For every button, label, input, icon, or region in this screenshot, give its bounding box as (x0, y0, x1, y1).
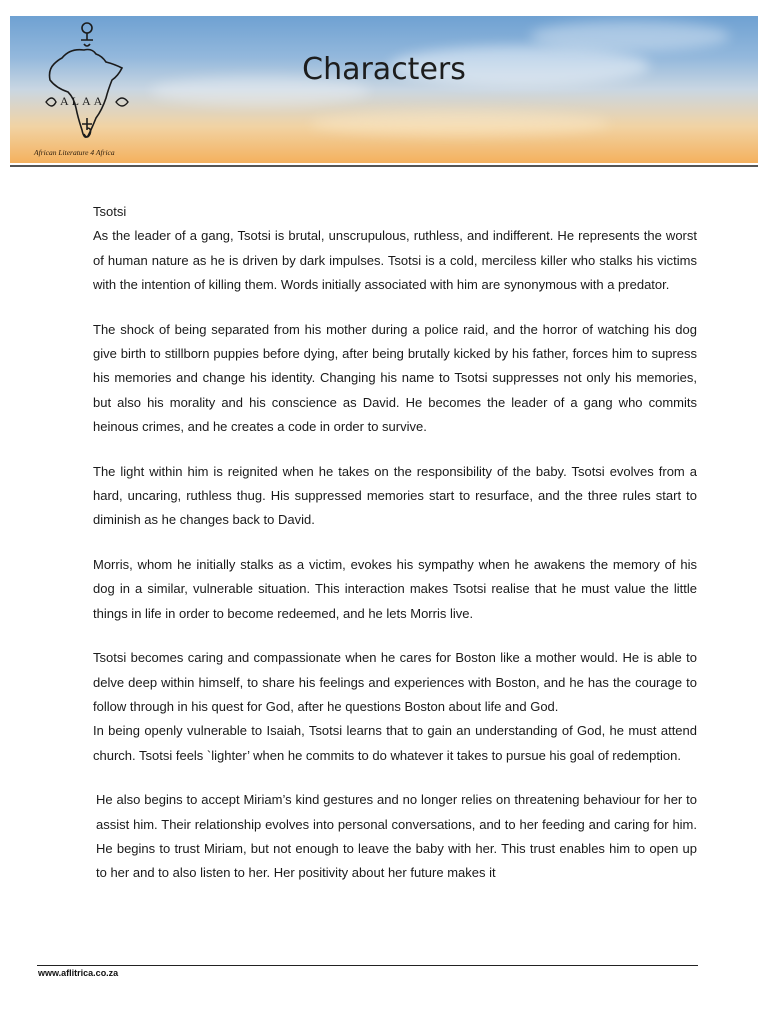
paragraph: Morris, whom he initially stalks as a victim, evokes his sympathy when he awakens the memory of his dog in a similar, vulnerable situation. This interaction makes Tsotsi realise that he must value the little things in life in order to become redeemed, and he lets Morris live. (93, 556, 697, 621)
paragraph: The shock of being separated from his mother during a police raid, and the horror of watching his dog give birth to stillborn puppies before dying, after being brutally kicked by his father, forces him to supress his memories and change his identity. Changing his name to Tsotsi suppresses not only his memories, but also his morality and his conscience as David. He becomes the leader of a gang who commits heinous crimes, and he creates a code in order to survive. (93, 321, 697, 435)
paragraph: In being openly vulnerable to Isaiah, Tsotsi learns that to gain an understanding of God, he must attend church. Tsotsi feels `lighter’ when he commits to do whatever it takes to pursue his goal of redemption. (93, 723, 697, 763)
header-banner (10, 16, 758, 163)
svg-text:ALAA: ALAA (60, 94, 106, 108)
paragraph: He also begins to accept Miriam’s kind gestures and no longer relies on threatening behaviour for her to assist him. Their relationship evolves into personal conversations, and to her feeding and caring for him. He begins to trust Miriam, but not enough to leave the baby with her. This trust enables him to open up to her and to also listen to her. Her positivity about her future makes it (96, 792, 697, 881)
africa-logo-icon (32, 18, 152, 160)
cloud-decoration (530, 21, 730, 51)
footer-divider (37, 965, 698, 966)
paragraph: Tsotsi becomes caring and compassionate when he cares for Boston like a mother would. He is able to delve deep within himself, to share his feelings and experiences with Boston, and he has the courage to follow through in his quest for God, after he questions Boston about life and God. (93, 650, 697, 714)
section-heading: Tsotsi (93, 204, 127, 219)
paragraph: The light within him is reignited when he takes on the responsibility of the baby. Tsotsi evolves from a hard, uncaring, ruthless thug. His suppressed memories start to resurface, and the three rules start to diminish as he changes back to David. (93, 463, 697, 528)
header-divider (10, 165, 758, 167)
document-body (93, 200, 697, 886)
logo-caption: African Literature 4 Africa (34, 148, 115, 157)
page-title: Characters (302, 52, 466, 87)
paragraph: As the leader of a gang, Tsotsi is brutal, unscrupulous, ruthless, and indifferent. He represents the worst of human nature as he is driven by dark impulses. Tsotsi is a cold, merciless killer who stalks his victims with the intention of killing them. Words initially associated with him are synonymous with a predator. (93, 228, 697, 293)
cloud-decoration (310, 111, 610, 136)
footer-url: www.aflitrica.co.za (38, 968, 119, 978)
